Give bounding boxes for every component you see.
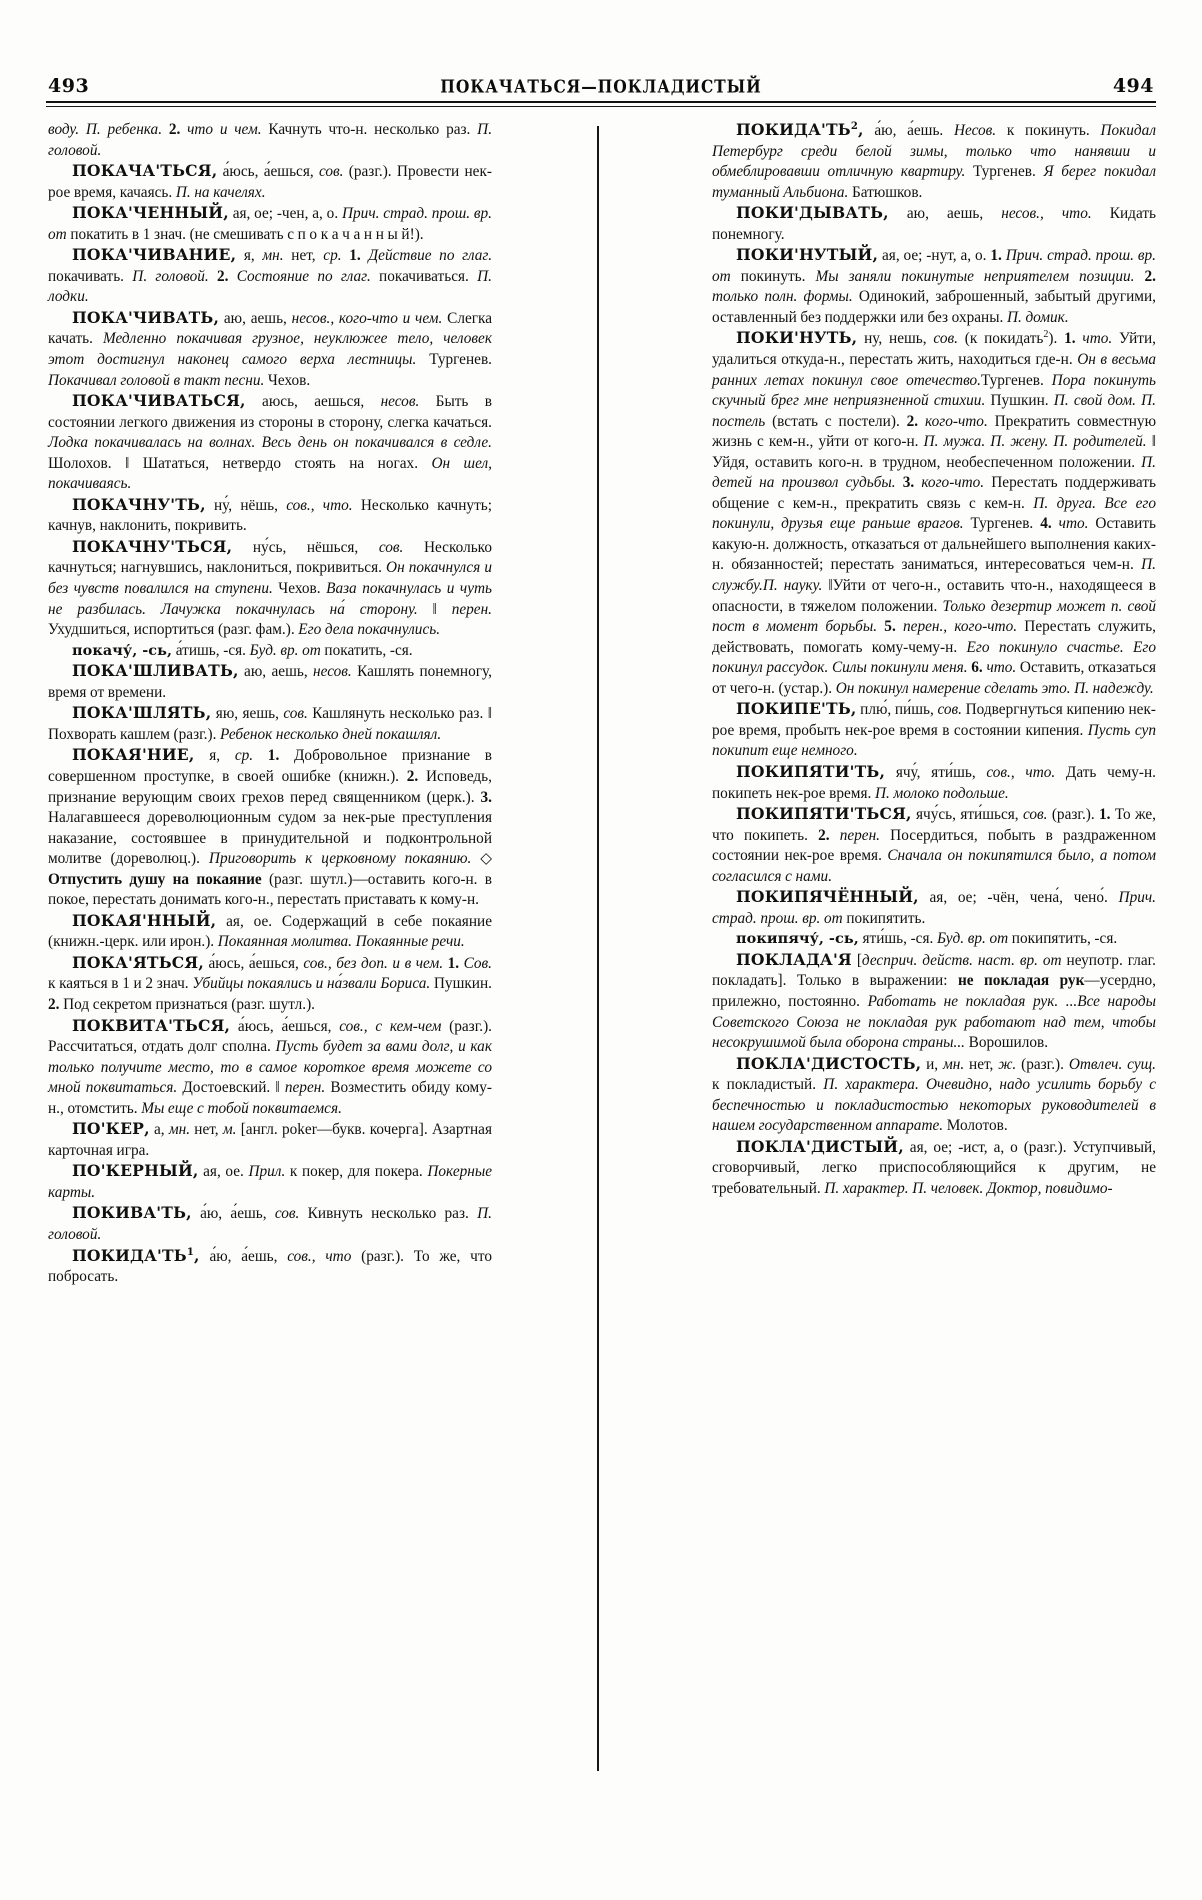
folio-left: 493 (48, 75, 90, 97)
dictionary-entry: ПОКИПЯЧЁННЫЙ, ая, ое; -чён, чена́, чено́. Прич. страд. прош. вр. от покипятить. (712, 887, 1156, 927)
dictionary-entry: $ПОКИДА'ТЬ^1$, а́ю, а́ешь, сов., что (разг.). То же, что побросать. (48, 1245, 492, 1286)
dictionary-entry: ПОКА'ЧЕННЫЙ, ая, ое; -чен, а, о. Прич. страд. прош. вр. от покатить в 1 знач. (не смешивать с п о к а ч а н н ы й!). (48, 203, 492, 243)
folio-right: 494 (1112, 75, 1154, 97)
dictionary-entry: ПОКА'ШЛИВАТЬ, аю, аешь, несов. Кашлять понемногу, время от времени. (48, 661, 492, 701)
entry-continuation: воду. П. ребенка. 2. что и чем. Качнуть что-н. несколько раз. П. головой. (48, 121, 493, 159)
dictionary-entry: ПОКИВА'ТЬ, а́ю, а́ешь, сов. Кивнуть несколько раз. П. головой. (48, 1203, 492, 1243)
dictionary-entry: ПО'КЕРНЫЙ, ая, ое. Прил. к покер, для покера. Покерные карты. (48, 1161, 492, 1201)
header-rule-thin (46, 106, 1156, 107)
dictionary-entry: ПОКЛА'ДИСТЫЙ, ая, ое; -ист, а, о (разг.). Уступчивый, сговорчивый, легко приспособляющийся к другим, не требовательный. П. характер. П. человек. Доктор, повидимо- (712, 1136, 1156, 1197)
dictionary-entry: ПО'КЕР, а, мн. нет, м. [англ. poker—букв. кочерга]. Азартная карточная игра. (48, 1119, 492, 1159)
dictionary-subentry: покачу́, -сь, а́тишь, -ся. Буд. вр. от покатить, -ся. (72, 641, 413, 659)
dictionary-subentry: покипячу́, -сь, яти́шь, -ся. Буд. вр. от покипятить, -ся. (736, 930, 1118, 948)
dictionary-entry: ПОКА'ЧИВАТЬ, аю, аешь, несов., кого-что и чем. Слегка качать. Медленно покачивая грузное, неуклюжее тело, человек этот достигнул наконец самого верха лестницы. Тургенев. Покачивал головой в такт песни. Чехов. (48, 307, 493, 389)
dictionary-entry: ПОКАЧА'ТЬСЯ, а́юсь, а́ешься, сов. (разг.). Провести нек-рое время, качаясь. П. на качелях. (48, 161, 492, 201)
running-head: ПОКАЧАТЬСЯ—ПОКЛАДИСТЫЙ (440, 75, 762, 97)
dictionary-entry: $ПОКИДА'ТЬ^2$, а́ю, а́ешь. Несов. к покинуть. Покидал Петербург среди белой зимы, только что нанявши и обмеблировавши отличную квартиру. Тургенев. Я берег покидал туманный Альбиона. Батюшков. (712, 120, 1156, 201)
right-column (712, 120, 1156, 1770)
header-rule-thick (46, 101, 1156, 103)
dictionary-entry: ПОКИПЯТИ'ТЬСЯ, ячу́сь, яти́шься, сов. (разг.). 1. То же, что покипеть. 2. перен. Посердиться, побыть в раздраженном состоянии нек-рое время. Сначала он покипятился было, а потом согласился с нами. (712, 804, 1156, 885)
dictionary-entry: ПОКА'ЯТЬСЯ, а́юсь, а́ешься, сов., без доп. и в чем. 1. Сов. к каяться в 1 и 2 знач. Убийцы покаялись и на́звали Бориса. Пушкин. 2. Под секретом признаться (разг. шутл.). (48, 952, 492, 1013)
dictionary-entry: ПОКАЧНУ'ТЬСЯ, ну́сь, нёшься, сов. Несколько качнуться; нагнувшись, наклониться, покривиться. Он покачнулся и без чувств повалился на ступени. Чехов. Ваза покачнулась и чуть не разбилась. Лачужка покачнулась на́ сторону. ‖ перен. Ухудшиться, испортиться (разг. фам.). Его дела покачнулись. (48, 536, 492, 639)
dictionary-entry: ПОКИПЕ'ТЬ, плю́, пи́шь, сов. Подвергнуться кипению нек-рое время, пробыть нек-рое время в состоянии кипения. Пусть суп покипит еще немного. (712, 699, 1156, 760)
dictionary-entry: ПОКЛА'ДИСТОСТЬ, и, мн. нет, ж. (разг.). Отвлеч. сущ. к покладистый. П. характера. Очевидно, надо усилить борьбу с беспечностью и покладистостью некоторых руководителей в нашем государственном аппарате. Молотов. (712, 1053, 1157, 1135)
dictionary-entry: ПОКА'ШЛЯТЬ, яю, яешь, сов. Кашлянуть несколько раз. ‖ Похворать кашлем (разг.). Ребенок несколько дней покашлял. (48, 703, 492, 743)
dictionary-entry: ПОКАЧНУ'ТЬ, ну́, нёшь, сов., что. Несколько качнуть; качнув, наклонить, покривить. (48, 494, 492, 535)
text-columns (48, 120, 1156, 1770)
dictionary-entry: ПОКИ'НУТЫЙ, ая, ое; -нут, а, о. 1. Прич. страд. прош. вр. от покинуть. Мы заняли покинутые неприятелем позиции. 2. только полн. формы. Одинокий, заброшенный, забытый другими, оставленный без поддержки или без охраны. П. домик. (712, 245, 1156, 326)
dictionary-entry: ПОКИ'ДЫВАТЬ, аю, аешь, несов., что. Кидать понемногу. (712, 203, 1156, 243)
left-column (48, 120, 492, 1770)
dictionary-entry: ПОКА'ЧИВАНИЕ, я, мн. нет, ср. 1. Действие по глаг. покачивать. П. головой. 2. Состояние по глаг. покачиваться. П. лодки. (48, 245, 493, 306)
dictionary-entry: ПОКЛАДА'Я [десприч. действ. наст. вр. от неупотр. глаг. покладать]. Только в выражении: не покладая рук—усердно, прилежно, постоянно. Работать не покладая рук. ...Все народы Советского Союза не покладая рук работают над тем, чтобы несокрушимой была оборона страны... Ворошилов. (712, 949, 1157, 1052)
dictionary-entry: ПОКВИТА'ТЬСЯ, а́юсь, а́ешься, сов., с кем-чем (разг.). Рассчитаться, отдать долг сполна. Пусть будет за вами долг, и как только получите место, то в самое короткое время можете со мной поквитаться. Достоевский. ‖ перен. Возместить обиду кому-н., отомстить. Мы еще с тобой поквитаемся. (48, 1015, 492, 1117)
dictionary-entry: ПОКИПЯТИ'ТЬ, ячу́, яти́шь, сов., что. Дать чему-н. покипеть нек-рое время. П. молоко подольше. (712, 761, 1157, 802)
dictionary-entry: ПОКАЯ'ННЫЙ, ая, ое. Содержащий в себе покаяние (книжн.-церк. или ирон.). Покаянная молитва. Покаянные речи. (48, 910, 492, 951)
dictionary-entry: ПОКА'ЧИВАТЬСЯ, аюсь, аешься, несов. Быть в состоянии легкого движения из стороны в сторону, слегка качаться. Лодка покачивалась на волнах. Весь день он покачивался в седле. Шолохов. ‖ Шататься, нетвердо стоять на ногах. Он шел, покачиваясь. (48, 391, 492, 493)
dictionary-entry: ПОКАЯ'НИЕ, я, ср. 1. Добровольное признание в совершенном проступке, в своей ошибке (книжн.). 2. Исповедь, признание верующим своих грехов перед священником (церк.). 3. Налагавшееся дореволюционным судом за нек-рые преступления наказание, состоявшее в принудительной и подконтрольной молитве (дореволюц.). Приговорить к церковному покаянию. ◇ Отпустить душу на покаяние (разг. шутл.)—оставить кого-н. в покое, перестать донимать кого-н., перестать приставать к кому-н. (48, 745, 492, 909)
page-header (48, 62, 1154, 96)
dictionary-entry: ПОКИ'НУТЬ, ну, нешь, сов. (к покидать$^2$). 1. что. Уйти, удалиться откуда-н., перестать жить, находиться где-н. Он в весьма ранних летах покинул свое отечество.Тургенев. Пора покинуть скучный брег мне неприязненной стихии. Пушкин. П. свой дом. П. постель (встать с постели). 2. кого-что. Прекратить совместную жизнь с кем-н., уйти от кого-н. П. мужа. П. жену. П. родителей. ‖ Уйдя, оставить кого-н. в трудном, необеспеченном положении. П. детей на произвол судьбы. 3. кого-что. Перестать поддерживать общение с кем-н., прекратить связь с кем-н. П. друга. Все его покинули, друзья еще раньше врагов. Тургенев. 4. что. Оставить какую-н. должность, отказаться от дальнейшего выполнения каких-н. обязанностей; перестать заниматься, интересоваться чем-н. П. службу.П. науку. ‖Уйти от чего-н., оставить что-н., находящееся в опасности, в тяжелом положении. Только дезертир может п. свой пост в момент борьбы. 5. перен., кого-что. Перестать служить, действовать, помогать кому-чему-н. Его покинуло счастье. Его покинул рассудок. Силы покинули меня. 6. что. Оставить, отказаться от чего-н. (устар.). Он покинул намерение сделать это. П. надежду. (712, 328, 1157, 697)
